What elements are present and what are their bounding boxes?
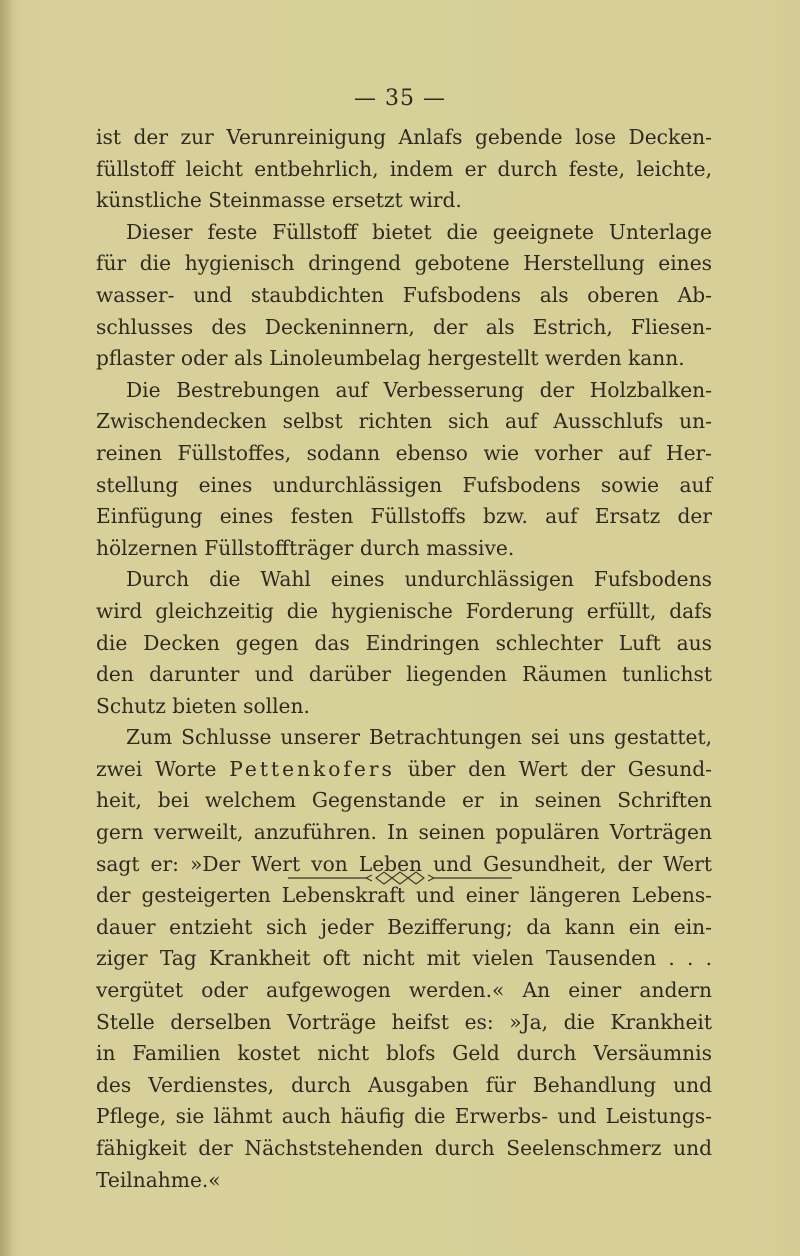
- text-line: Einfügung eines festen Füllstoffs bzw. auf Ersatz der: [96, 504, 712, 529]
- text-fragment: über den Wert der Gesund-: [394, 756, 712, 781]
- text-line: in Familien kostet nicht blofs Geld durch Versäumnis: [96, 1041, 712, 1066]
- text-line: vergütet oder aufgewogen werden.« An einer andern: [96, 978, 712, 1003]
- text-line: Die Bestrebungen auf Verbesserung der Holzbalken-: [126, 377, 712, 402]
- text-line: [96, 754, 712, 786]
- text-line: ziger Tag Krankheit oft nicht mit vielen Tausenden . . .: [96, 946, 712, 971]
- text-line: Dieser feste Füllstoff bietet die geeignete Unterlage: [126, 219, 712, 244]
- text-line: wasser- und staubdichten Fufsbodens als oberen Ab-: [96, 282, 712, 307]
- text-line: die Decken gegen das Eindringen schlechter Luft aus: [96, 630, 712, 655]
- text-line: Pflege, sie lähmt auch häufig die Erwerbs- und Leistungs-: [96, 1104, 712, 1129]
- section-divider: [0, 868, 800, 888]
- text-line: wird gleichzeitig die hygienische Forderung erfüllt, dafs: [96, 598, 712, 623]
- text-line: gern verweilt, anzuführen. In seinen populären Vorträgen: [96, 820, 712, 845]
- text-line: heit, bei welchem Gegenstande er in seinen Schriften: [96, 788, 712, 813]
- text-line: Stelle derselben Vorträge heifst es: »Ja, die Krankheit: [96, 1009, 712, 1034]
- text-line: Schutz bieten sollen.: [96, 693, 310, 718]
- person-name: Pettenkofers: [229, 756, 395, 781]
- text-line: Zum Schlusse unserer Betrachtungen sei uns gestattet,: [126, 725, 712, 750]
- text-fragment: zwei Worte: [96, 756, 230, 781]
- text-line: schlusses des Deckeninnern, der als Estrich, Fliesen-: [96, 314, 712, 339]
- text-line: sagt er: »Der Wert von Leben und Gesundheit, der Wert: [96, 851, 712, 876]
- text-line: den darunter und darüber liegenden Räumen tunlichst: [96, 662, 712, 687]
- text-line: stellung eines undurchlässigen Fufsbodens sowie auf: [96, 472, 712, 497]
- text-line: Zwischendecken selbst richten sich auf Ausschlufs un-: [96, 409, 712, 434]
- text-line: pflaster oder als Linoleumbelag hergestellt werden kann.: [96, 346, 685, 371]
- text-line: Teilnahme.«: [96, 1167, 221, 1192]
- text-line: der gesteigerten Lebenskraft und einer längeren Lebens-: [96, 883, 712, 908]
- text-line: Durch die Wahl eines undurchlässigen Fufsbodens: [126, 567, 712, 592]
- text-line: künstliche Steinmasse ersetzt wird.: [96, 188, 462, 213]
- page-gutter-shadow: [0, 0, 14, 1256]
- text-line: dauer entzieht sich jeder Bezifferung; da kann ein ein-: [96, 914, 712, 939]
- text-line: ist der zur Verunreinigung Anlafs gebende lose Decken-: [96, 125, 712, 149]
- text-line: fähigkeit der Nächststehenden durch Seelenschmerz und: [96, 1136, 712, 1160]
- text-line: reinen Füllstoffes, sodann ebenso wie vorher auf Her-: [96, 440, 712, 465]
- text-line: hölzernen Füllstoffträger durch massive.: [96, 535, 515, 560]
- text-line: des Verdienstes, durch Ausgaben für Behandlung und: [96, 1072, 712, 1097]
- text-line: füllstoff leicht entbehrlich, indem er durch feste, leichte,: [96, 156, 712, 181]
- body-text: [96, 122, 712, 1196]
- page-number: — 35 —: [354, 86, 446, 111]
- section-divider-ornament-icon: [0, 868, 800, 888]
- text-line: für die hygienisch dringend gebotene Herstellung eines: [96, 251, 712, 276]
